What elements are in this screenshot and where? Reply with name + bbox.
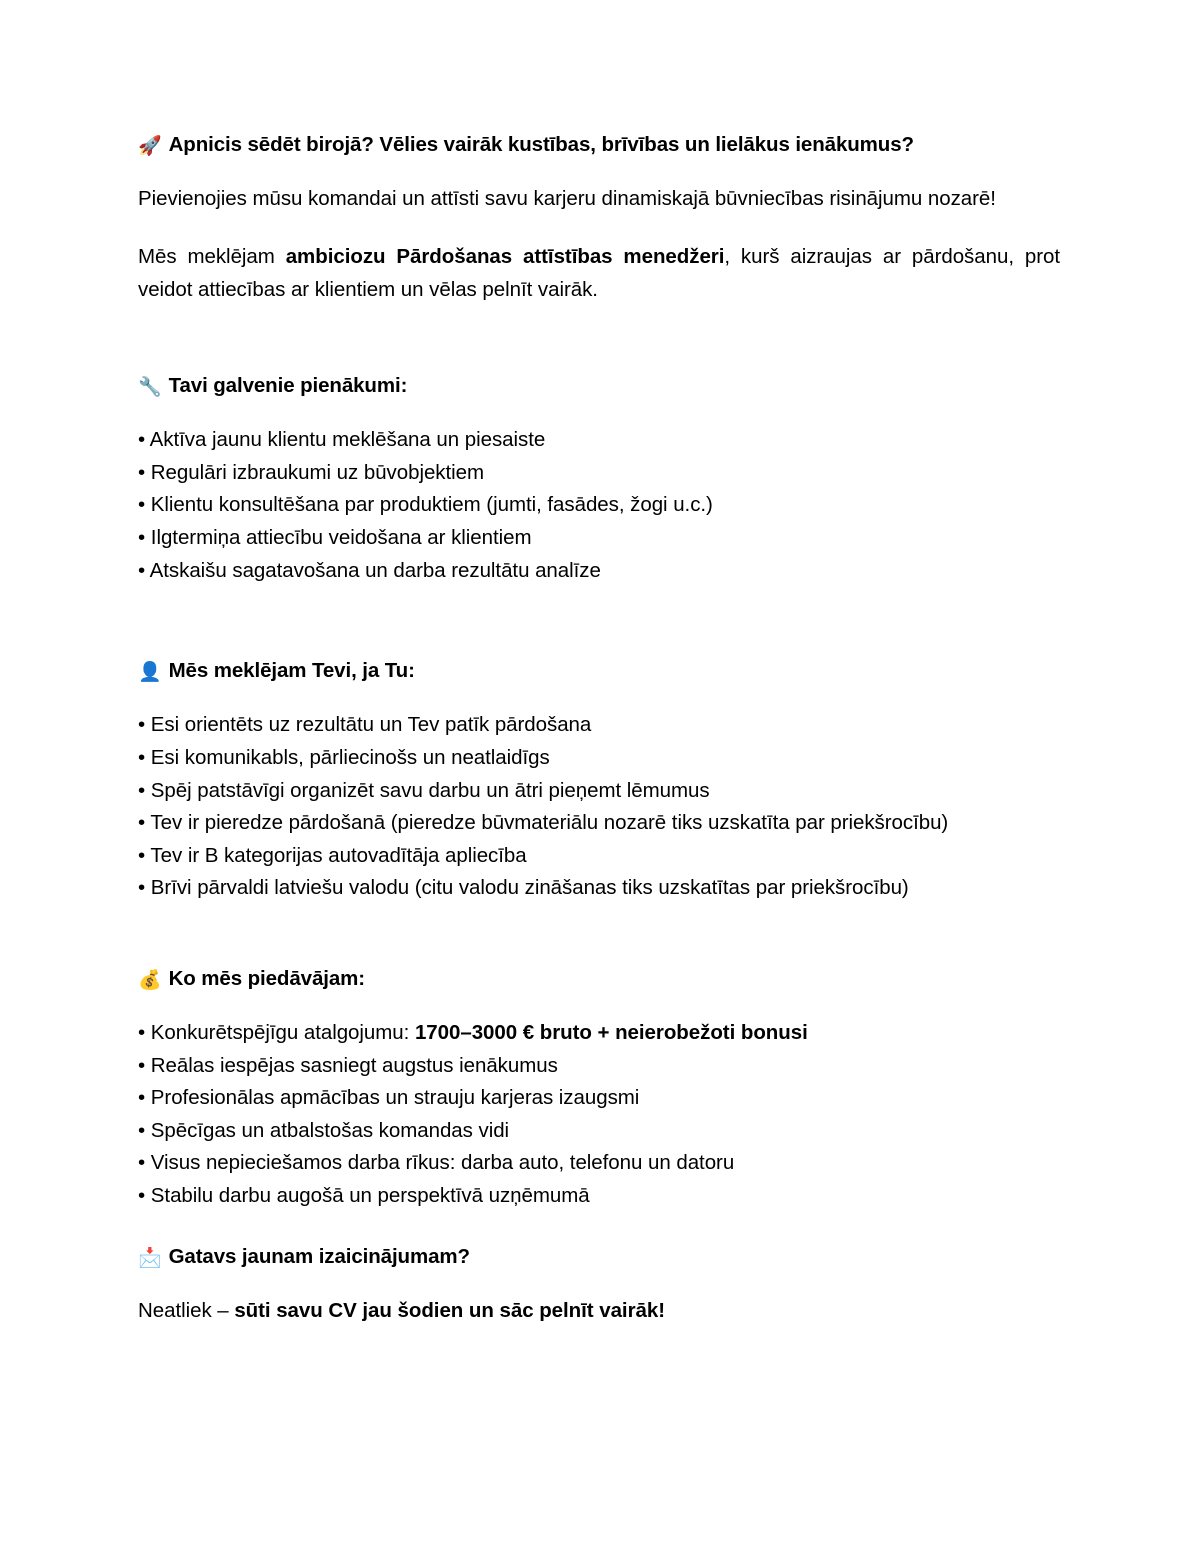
bullet-dot: •	[138, 558, 146, 582]
list-item	[138, 872, 1060, 905]
list-item-text: Spēcīgas un atbalstošas komandas vidi	[150, 1118, 510, 1142]
section-heading-profile	[138, 657, 1060, 685]
intro-paragraph-2-bold: ambiciozu Pārdošanas attīstības menedžeri	[285, 245, 725, 269]
list-item-text: Klientu konsultēšana par produktiem (jumti, fasādes, žogi u.c.)	[150, 493, 713, 517]
intro-heading-text: Apnicis sēdēt birojā? Vēlies vairāk kustības, brīvības un lielākus ienākumus?	[168, 133, 914, 156]
bullet-dot: •	[138, 1053, 146, 1077]
spacer	[138, 400, 1060, 424]
bullet-dot: •	[138, 493, 146, 517]
rocket-icon: 🚀	[138, 135, 162, 157]
intro-heading	[138, 131, 1060, 159]
spacer	[138, 685, 1060, 709]
closing-line-bold: sūti savu CV jau šodien un sāc pelnīt vairāk!	[234, 1298, 665, 1322]
list-item	[138, 1017, 1060, 1050]
person-icon: 👤	[138, 661, 162, 684]
spacer	[138, 587, 1060, 657]
spacer	[138, 306, 1060, 372]
intro-paragraph-2-pre: Mēs meklējam	[138, 245, 286, 269]
list-item	[138, 742, 1060, 775]
bullet-dot: •	[138, 1020, 146, 1044]
bullet-dot: •	[138, 1118, 146, 1142]
list-item	[138, 424, 1060, 457]
spacer	[138, 1213, 1060, 1243]
wrench-icon: 🔧	[138, 376, 162, 399]
document-body	[138, 131, 1060, 1327]
list-item-text: Visus nepieciešamos darba rīkus: darba auto, telefonu un datoru	[150, 1151, 735, 1175]
offer-list	[138, 1017, 1060, 1213]
spacer	[138, 1271, 1060, 1295]
spacer	[138, 215, 1060, 241]
closing-heading-text: Gatavs jaunam izaicinājumam?	[168, 1244, 470, 1268]
bullet-dot: •	[138, 526, 146, 550]
section-heading-profile-text: Mēs meklējam Tevi, ja Tu:	[168, 659, 415, 683]
envelope-arrow-icon: 📩	[138, 1246, 162, 1269]
list-item-text-pre: Konkurētspējīgu atalgojumu:	[150, 1020, 415, 1044]
bullet-dot: •	[138, 1086, 146, 1110]
list-item	[138, 1050, 1060, 1083]
list-item-text: Tev ir B kategorijas autovadītāja apliecība	[150, 843, 527, 867]
bullet-dot: •	[138, 843, 146, 867]
bullet-dot: •	[138, 1151, 146, 1175]
list-item	[138, 457, 1060, 490]
list-item-text: Tev ir pieredze pārdošanā (pieredze būvmateriālu nozarē tiks uzskatīta par priekšrocību)	[150, 811, 949, 835]
list-item	[138, 555, 1060, 588]
list-item-text: Esi komunikabls, pārliecinošs un neatlaidīgs	[150, 745, 550, 769]
list-item	[138, 1147, 1060, 1180]
bullet-dot: •	[138, 811, 146, 835]
duties-list	[138, 424, 1060, 587]
list-item	[138, 1115, 1060, 1148]
spacer	[138, 159, 1060, 183]
spacer	[138, 905, 1060, 965]
bullet-dot: •	[138, 778, 146, 802]
list-item-text: Brīvi pārvaldi latviešu valodu (citu valodu zināšanas tiks uzskatītas par priekšrocību)	[150, 876, 909, 900]
section-heading-offer	[138, 965, 1060, 993]
list-item-text: Aktīva jaunu klientu meklēšana un piesaiste	[149, 428, 546, 452]
list-item-text: Regulāri izbraukumi uz būvobjektiem	[150, 460, 485, 484]
list-item	[138, 1082, 1060, 1115]
bullet-dot: •	[138, 876, 146, 900]
closing-line-pre: Neatliek –	[138, 1298, 235, 1322]
list-item	[138, 840, 1060, 873]
list-item	[138, 709, 1060, 742]
list-item-text: Spēj patstāvīgi organizēt savu darbu un ātri pieņemt lēmumus	[150, 778, 710, 802]
bullet-dot: •	[138, 460, 146, 484]
salary-range: 1700–3000 € bruto + neierobežoti bonusi	[414, 1020, 808, 1044]
bullet-dot: •	[138, 428, 146, 452]
list-item	[138, 775, 1060, 808]
spacer	[138, 993, 1060, 1017]
closing-call-to-action	[138, 1295, 1060, 1327]
list-item-text: Stabilu darbu augošā un perspektīvā uzņēmumā	[150, 1183, 590, 1207]
list-item	[138, 522, 1060, 555]
section-heading-duties	[138, 372, 1060, 400]
profile-list	[138, 709, 1060, 905]
list-item	[138, 1180, 1060, 1213]
bullet-dot: •	[138, 1183, 146, 1207]
list-item	[138, 807, 1060, 840]
intro-paragraph-2	[138, 241, 1060, 306]
section-heading-offer-text: Ko mēs piedāvājam:	[168, 966, 366, 990]
closing-heading	[138, 1243, 1060, 1271]
list-item-text: Ilgtermiņa attiecību veidošana ar klientiem	[150, 526, 532, 550]
list-item	[138, 489, 1060, 522]
list-item-text: Reālas iespējas sasniegt augstus ienākumus	[150, 1053, 558, 1077]
intro-paragraph-1: Pievienojies mūsu komandai un attīsti savu karjeru dinamiskajā būvniecības risinājumu nozarē!	[138, 187, 996, 211]
list-item-text: Profesionālas apmācības un strauju karjeras izaugsmi	[150, 1086, 640, 1110]
bullet-dot: •	[138, 745, 146, 769]
bullet-dot: •	[138, 713, 146, 737]
money-bag-icon: 💰	[138, 968, 162, 991]
section-heading-duties-text: Tavi galvenie pienākumi:	[168, 374, 408, 398]
list-item-text: Esi orientēts uz rezultātu un Tev patīk pārdošana	[150, 713, 592, 737]
list-item-text: Atskaišu sagatavošana un darba rezultātu analīze	[149, 558, 601, 582]
intro-paragraph-2-post: , kurš aizraujas ar pārdošanu, prot veidot attiecības ar klientiem un vēlas pelnīt vairāk.	[138, 245, 1060, 301]
